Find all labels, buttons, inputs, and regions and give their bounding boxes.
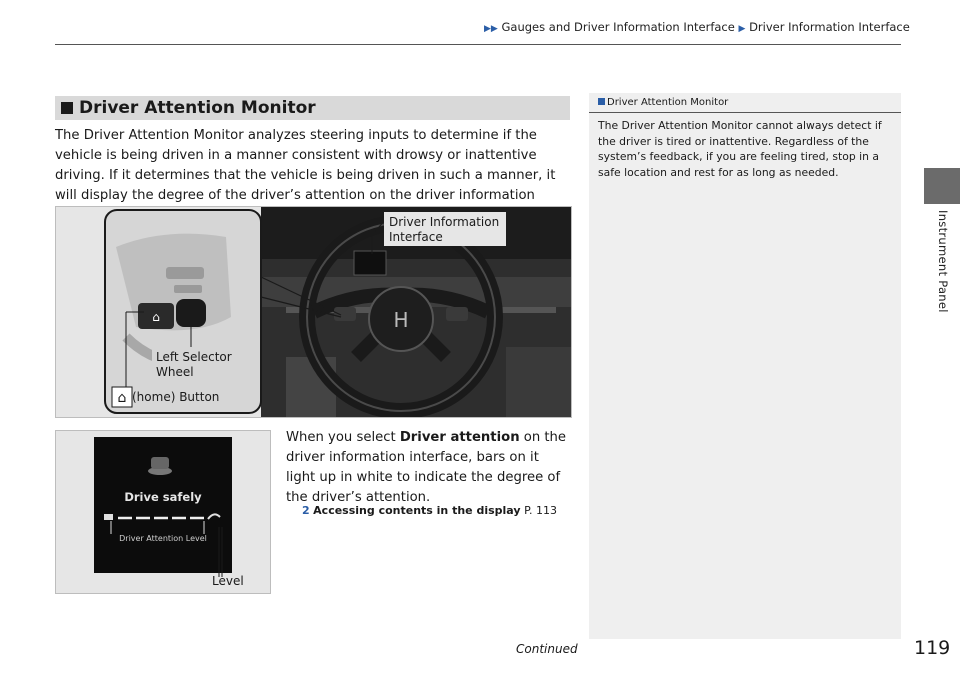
header-rule bbox=[55, 44, 901, 45]
body-text: When you select bbox=[286, 430, 400, 445]
section-heading bbox=[55, 96, 570, 120]
chevron-right-icon: ▶▶ bbox=[484, 24, 498, 34]
callout-line: Wheel bbox=[156, 365, 194, 379]
callout-left-selector-wheel bbox=[156, 350, 232, 380]
body-text: on the driver information interface, bars on it light up in white to indicate the degree of the driver’s attention. bbox=[286, 430, 567, 505]
continued-label: Continued bbox=[516, 642, 578, 656]
reference-title[interactable]: Accessing contents in the display bbox=[313, 504, 521, 517]
menu-item-name: Driver attention bbox=[399, 430, 520, 445]
chapter-label: Instrument Panel bbox=[936, 210, 950, 313]
callout-line: Interface bbox=[389, 230, 443, 244]
chevron-right-icon: ▶ bbox=[738, 24, 746, 34]
square-bullet-icon bbox=[61, 102, 73, 114]
body-paragraph bbox=[286, 428, 572, 508]
reference-page[interactable]: P. 113 bbox=[524, 504, 557, 517]
note-body: The Driver Attention Monitor cannot always detect if the driver is tired or inattentive. Regardless of the system’s feedback, if you are feeling tired, stop in a safe location and rest for as long as needed. bbox=[598, 119, 882, 179]
intro-paragraph: The Driver Attention Monitor analyzes steering inputs to determine if the vehicle is being driven in a manner consistent with drowsy or inattentive driving. If it determines that the vehicle is being driven in such a manner, it will display the degree of the driver’s attention on the driver information bbox=[55, 128, 556, 203]
callout-level: Level bbox=[212, 574, 244, 588]
breadcrumb-item[interactable]: Gauges and Driver Information Interface bbox=[501, 20, 735, 34]
note-marker-icon bbox=[598, 98, 605, 105]
callout-home-button: (home) Button bbox=[132, 390, 220, 404]
note-title-text: Driver Attention Monitor bbox=[607, 97, 729, 108]
note-rule bbox=[589, 112, 901, 113]
driver-attention-display-figure bbox=[55, 430, 271, 594]
svg-text:⌂: ⌂ bbox=[152, 310, 160, 324]
callout-line: Left Selector bbox=[156, 350, 232, 364]
callout-line: Driver Information bbox=[389, 215, 500, 229]
svg-text:H: H bbox=[393, 308, 409, 332]
screen-title: Drive safely bbox=[124, 490, 202, 504]
note-title bbox=[598, 97, 728, 108]
reference-arrow-icon: 2 bbox=[302, 504, 310, 517]
svg-text:⌂: ⌂ bbox=[117, 390, 127, 406]
callout-driver-information-interface bbox=[389, 215, 499, 245]
breadcrumb bbox=[484, 20, 910, 34]
attention-display-illustration bbox=[56, 431, 270, 593]
steering-wheel-figure bbox=[55, 206, 572, 418]
screen-caption: Driver Attention Level bbox=[119, 534, 207, 543]
cross-reference[interactable] bbox=[302, 504, 557, 517]
breadcrumb-item[interactable]: Driver Information Interface bbox=[749, 20, 910, 34]
page-number: 119 bbox=[914, 637, 951, 659]
section-title: Driver Attention Monitor bbox=[79, 98, 316, 118]
chapter-tab[interactable] bbox=[924, 168, 960, 204]
